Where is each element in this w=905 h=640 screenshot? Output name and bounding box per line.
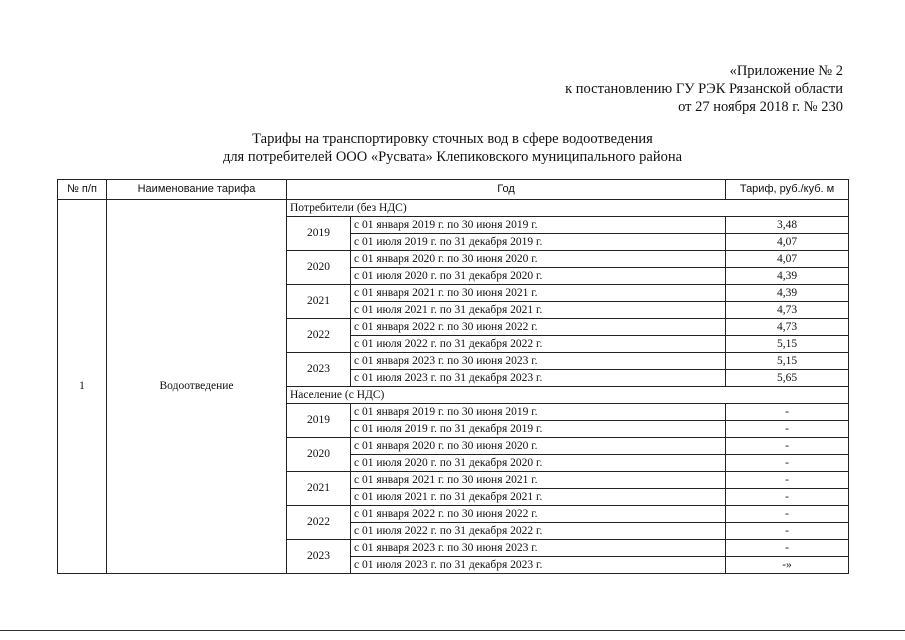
year-cell: 2019 [287, 404, 351, 438]
tariff-value-cell: 4,73 [726, 302, 849, 319]
year-cell: 2020 [287, 251, 351, 285]
period-cell: с 01 июля 2020 г. по 31 декабря 2020 г. [351, 455, 726, 472]
tariff-value-cell: 5,15 [726, 353, 849, 370]
period-cell: с 01 января 2021 г. по 30 июня 2021 г. [351, 472, 726, 489]
tariff-value-cell: 5,15 [726, 336, 849, 353]
document-title [0, 130, 905, 166]
annex-header [565, 62, 843, 116]
annex-line-3: от 27 ноября 2018 г. № 230 [678, 99, 843, 115]
annex-line-2: к постановлению ГУ РЭК Рязанской области [565, 81, 843, 97]
tariff-value-cell: - [726, 489, 849, 506]
year-cell: 2019 [287, 217, 351, 251]
row-number: 1 [58, 200, 107, 574]
tariff-name: Водоотведение [107, 200, 287, 574]
year-cell: 2022 [287, 319, 351, 353]
period-cell: с 01 января 2019 г. по 30 июня 2019 г. [351, 217, 726, 234]
year-cell: 2021 [287, 472, 351, 506]
tariff-value-cell: - [726, 421, 849, 438]
period-cell: с 01 июля 2022 г. по 31 декабря 2022 г. [351, 336, 726, 353]
year-cell: 2023 [287, 353, 351, 387]
period-cell: с 01 января 2022 г. по 30 июня 2022 г. [351, 319, 726, 336]
group-label: Население (с НДС) [287, 387, 849, 404]
period-cell: с 01 июля 2021 г. по 31 декабря 2021 г. [351, 489, 726, 506]
annex-line-1: «Приложение № 2 [729, 63, 843, 79]
tariff-value-cell: - [726, 455, 849, 472]
tariff-value-cell: - [726, 438, 849, 455]
group-label: Потребители (без НДС) [287, 200, 849, 217]
tariff-value-cell: 5,65 [726, 370, 849, 387]
period-cell: с 01 июля 2020 г. по 31 декабря 2020 г. [351, 268, 726, 285]
tariff-value-cell: 4,39 [726, 285, 849, 302]
tariff-value-cell: 4,07 [726, 251, 849, 268]
tariff-value-cell: 4,39 [726, 268, 849, 285]
title-line-2: для потребителей ООО «Русвата» Клепиковского муниципального района [222, 149, 683, 165]
table-body [58, 200, 849, 574]
table-header-row [58, 180, 849, 200]
title-line-1: Тарифы на транспортировку сточных вод в сфере водоотведения [252, 131, 653, 147]
header-tariff: Тариф, руб./куб. м [726, 180, 849, 200]
header-num: № п/п [58, 180, 107, 200]
period-cell: с 01 января 2019 г. по 30 июня 2019 г. [351, 404, 726, 421]
year-cell: 2021 [287, 285, 351, 319]
tariff-value-cell: - [726, 506, 849, 523]
tariff-value-cell: - [726, 540, 849, 557]
period-cell: с 01 июля 2021 г. по 31 декабря 2021 г. [351, 302, 726, 319]
tariff-value-cell: 4,07 [726, 234, 849, 251]
scan-edge-line [0, 630, 905, 631]
period-cell: с 01 января 2022 г. по 30 июня 2022 г. [351, 506, 726, 523]
tariff-table [57, 179, 849, 574]
period-cell: с 01 июля 2019 г. по 31 декабря 2019 г. [351, 421, 726, 438]
year-cell: 2022 [287, 506, 351, 540]
group-row [58, 200, 849, 217]
period-cell: с 01 января 2020 г. по 30 июня 2020 г. [351, 251, 726, 268]
period-cell: с 01 января 2023 г. по 30 июня 2023 г. [351, 540, 726, 557]
year-cell: 2020 [287, 438, 351, 472]
year-cell: 2023 [287, 540, 351, 574]
period-cell: с 01 июля 2022 г. по 31 декабря 2022 г. [351, 523, 726, 540]
tariff-value-cell: - [726, 472, 849, 489]
tariff-value-cell: - [726, 523, 849, 540]
tariff-value-cell: -» [726, 557, 849, 574]
period-cell: с 01 января 2021 г. по 30 июня 2021 г. [351, 285, 726, 302]
tariff-value-cell: 3,48 [726, 217, 849, 234]
period-cell: с 01 января 2020 г. по 30 июня 2020 г. [351, 438, 726, 455]
period-cell: с 01 июля 2023 г. по 31 декабря 2023 г. [351, 557, 726, 574]
header-name: Наименование тарифа [107, 180, 287, 200]
period-cell: с 01 июля 2019 г. по 31 декабря 2019 г. [351, 234, 726, 251]
period-cell: с 01 января 2023 г. по 30 июня 2023 г. [351, 353, 726, 370]
header-year: Год [287, 180, 726, 200]
period-cell: с 01 июля 2023 г. по 31 декабря 2023 г. [351, 370, 726, 387]
tariff-value-cell: - [726, 404, 849, 421]
tariff-value-cell: 4,73 [726, 319, 849, 336]
